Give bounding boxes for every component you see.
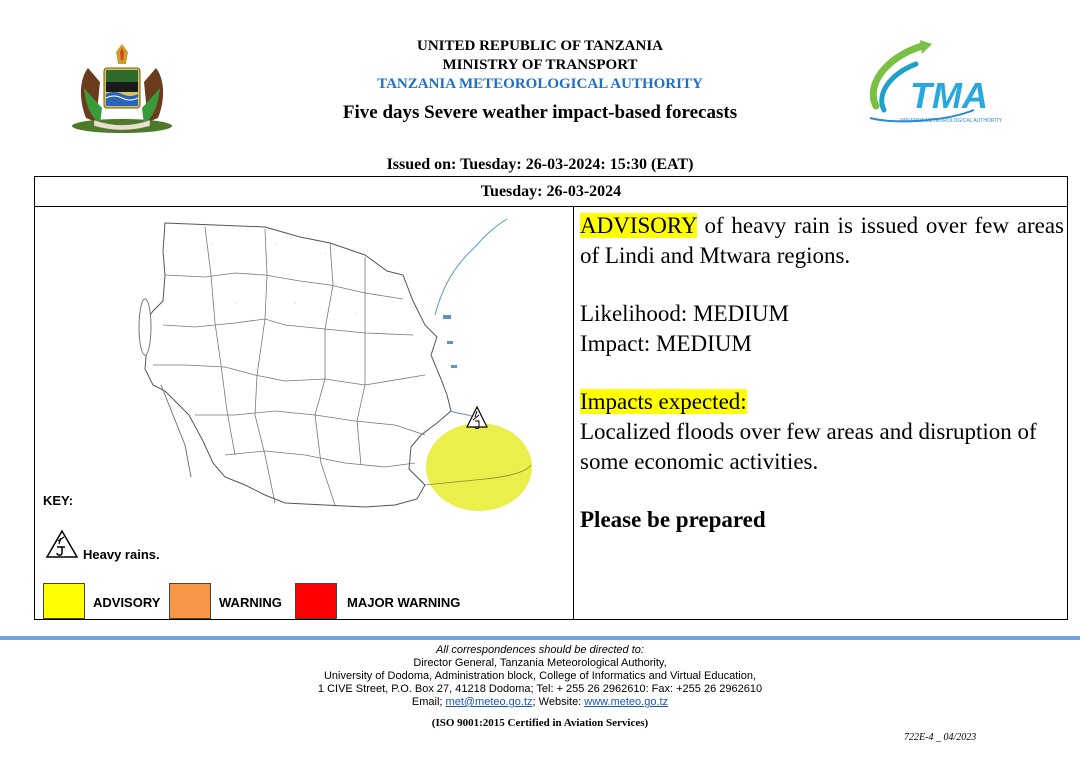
warning-key-label: WARNING <box>219 595 282 610</box>
document-code: 722E-4 _ 04/2023 <box>904 732 977 743</box>
website-label: ; Website: <box>532 696 585 708</box>
svg-text:·: · <box>275 241 277 246</box>
column-divider <box>573 207 574 619</box>
forecast-text <box>580 211 1064 535</box>
footer-line-3: University of Dodoma, Administration block, College of Informatics and Virtual Education, <box>323 670 757 682</box>
svg-text:·: · <box>235 301 237 306</box>
svg-text:·: · <box>211 241 213 246</box>
forecast-day: Tuesday: 26-03-2024 <box>35 177 1067 207</box>
closing-message: Please be prepared <box>580 507 766 532</box>
heavy-rain-key-label: Heavy rains. <box>83 547 160 562</box>
impacts-heading: Impacts expected: <box>580 389 747 414</box>
tanzania-map <box>125 215 545 521</box>
country-name: UNITED REPUBLIC OF TANZANIA <box>416 38 663 54</box>
advisory-key-label: ADVISORY <box>93 595 161 610</box>
ministry-name: MINISTRY OF TRANSPORT <box>442 57 638 73</box>
key-title: KEY: <box>43 493 74 508</box>
warning-swatch <box>169 583 211 619</box>
forecast-table <box>34 176 1068 620</box>
impacts-text: Localized floods over few areas and disruption of some economic activities. <box>580 419 1037 474</box>
authority-name: TANZANIA METEOROLOGICAL AUTHORITY <box>377 76 703 92</box>
svg-text:·: · <box>295 301 297 306</box>
issued-date: Issued on: Tuesday: 26-03-2024: 15:30 (EAT) <box>386 156 694 173</box>
heavy-rain-key-icon <box>45 529 79 561</box>
advisory-detail: of heavy rain is issued over few areas of Lindi and Mtwara regions. <box>580 213 1064 268</box>
certification: (ISO 9001:2015 Certified in Aviation Services) <box>431 717 649 729</box>
major-warning-key-label: MAJOR WARNING <box>347 595 461 610</box>
footer-contact <box>0 695 1080 709</box>
advisory-statement <box>580 211 1064 271</box>
website-link[interactable]: www.meteo.go.tz <box>584 696 669 708</box>
footer-line-1: All correspondences should be directed to: <box>436 644 644 656</box>
email-link[interactable]: met@meteo.go.tz <box>445 696 533 708</box>
footer-divider <box>0 636 1080 640</box>
advisory-highlight: ADVISORY <box>580 213 697 238</box>
likelihood: Likelihood: MEDIUM <box>580 301 789 326</box>
svg-text:·: · <box>325 251 327 256</box>
email-label: Email; <box>411 696 446 708</box>
impact: Impact: MEDIUM <box>580 331 752 356</box>
tma-logo-text: TMA <box>910 75 988 116</box>
footer-line-2: Director General, Tanzania Meteorological Authority, <box>413 657 667 669</box>
document-title: Five days Severe weather impact-based forecasts <box>342 102 738 123</box>
major-warning-swatch <box>295 583 337 619</box>
svg-text:·: · <box>355 311 357 316</box>
tma-logo-subtext: TANZANIA METEOROLOGICAL AUTHORITY <box>900 118 1003 124</box>
footer-line-4: 1 CIVE Street, P.O. Box 27, 41218 Dodoma; Tel: + 255 26 2962610: Fax: +255 26 2962610 <box>317 683 763 695</box>
advisory-swatch <box>43 583 85 619</box>
heavy-rain-map-icon <box>467 407 487 429</box>
